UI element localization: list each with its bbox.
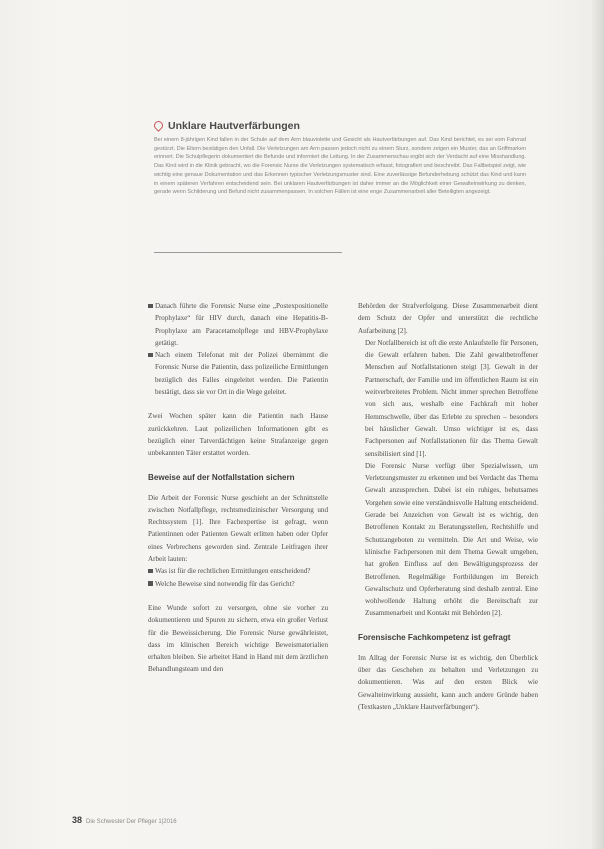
right-column	[358, 300, 538, 713]
info-box-title	[154, 120, 526, 132]
paragraph: Nach einem Telefonat mit der Polizei übernimmt die Forensic Nurse die Patientin, dass polizeiliche Ermittlungen bezüglich des Falles eingeleitet werden. Die Patientin bestätigt, dass sie vor Ort in die Wege geleitet.	[155, 351, 328, 397]
list-item	[148, 349, 328, 398]
map-pin-icon	[152, 119, 165, 132]
section-heading: Beweise auf der Notfallstation sichern	[148, 472, 295, 482]
paragraph: Eine Wunde sofort zu versorgen, ohne sie vorher zu dokumentieren und Spuren zu sichern, etwa ein großer Verlust für die Beweissicherung. Die Forensic Nurse gewährleistet, dass im klinischen Bereich wichtige Beweismaterialien erhalten bleiben. Sie arbeitet Hand in Hand mit dem ärztlichen Behandlungsteam und den	[148, 603, 328, 674]
info-box-divider	[154, 252, 342, 253]
paragraph: Was ist für die rechtlichen Ermittlungen entscheidend?	[155, 567, 311, 576]
paragraph: Im Alltag der Forensic Nurse ist es wichtig, den Überblick über das Geschehen zu behalten und Verletzungen zu dokumentieren. Was auf den ersten Blick wie Gewalteinwirkung aussieht, kann auch andere Gründe haben (Textkasten „Unklare Hautverfärbungen“).	[358, 653, 538, 711]
paragraph: Danach führte die Forensic Nurse eine „Postexpositionelle Prophylaxe“ für HIV durch, danach eine Hepatitis-B-Prophylaxe am Paracetamolpflege und HBV-Prophylaxe getätigt.	[155, 302, 328, 347]
bullet-square-icon	[148, 581, 153, 586]
paragraph: Welche Beweise sind notwendig für das Gericht?	[155, 579, 295, 588]
info-box	[154, 120, 526, 197]
paragraph: Die Forensic Nurse verfügt über Spezialwissen, um Verletzungsmuster zu erkennen und bei Verdacht das Thema Gewalt anzusprechen. Dabei ist ein ruhiges, behutsames Vorgehen sowie eine verständnisvolle Haltung entscheidend. Gerade bei Anzeichen von Gewalt ist es wichtig, den Betroffenen Kontakt zu Beratungsstellen, Rechtshilfe und Schutzangeboten zu vermitteln. Die Art und Weise, wie klinische Fachpersonen mit dem Thema Gewalt umgehen, hat großen Einfluss auf den Bewältigungsprozess der Betroffenen. Regelmäßige Fortbildungen im Bereich Gewaltschutz und Opferberatung sind deshalb zentral. Eine wohlwollende Haltung erhöht die Bereitschaft zur Zusammenarbeit und Kontakt mit Behörden [2].	[365, 461, 538, 618]
page-number: 38	[72, 815, 83, 825]
paragraph: Zwei Wochen später kann die Patientin nach Hause zurückkehren. Laut polizeilichen Informationen gibt es bezüglich einer Tatverdächtigen keine Strafanzeige gegen unbekannten Täter erstattet worden.	[148, 412, 328, 458]
paragraph: Die Arbeit der Forensic Nurse geschieht an der Schnittstelle zwischen Notfallpflege, rechtsmedizinischer Versorgung und Rechtssystem [1]. Ihre Fachexpertise ist gefragt, wenn Patientinnen oder Patienten Gewalt erlitten haben oder Opfer eines Verbrechens geworden sind. Zentrale Leitfragen ihrer Arbeit lauten:	[148, 493, 328, 564]
paragraph: Der Notfallbereich ist oft die erste Anlaufstelle für Personen, die Gewalt erfahren haben. Die Zahl gewaltbetroffener Menschen auf Notfallstationen steigt [3]. Gewalt in der Partnerschaft, der Familie und im öffentlichen Raum ist ein weitverbreitetes Problem. Nicht immer sprechen Betroffene von sich aus, weshalb eine Fachkraft mit hoher Hemmschwelle, über das Erlebte zu sprechen – besonders bei häuslicher Gewalt. Umso wichtiger ist es, dass Fachpersonen auf Notfallstationen für das Thema Gewalt sensibilisiert sind [1].	[365, 338, 538, 458]
list-item	[148, 578, 328, 590]
list-item	[148, 300, 328, 349]
page-edge-shadow	[592, 0, 604, 849]
paragraph: Behörden der Strafverfolgung. Diese Zusammenarbeit dient dem Schutz der Opfer und unterstützt die rechtliche Aufarbeitung [2].	[358, 302, 538, 335]
bullet-square-icon	[148, 353, 153, 358]
list-item	[148, 565, 328, 577]
bullet-square-icon	[148, 304, 153, 309]
info-box-text: Bei einem 8-jährigen Kind fallen in der Schule auf dem Arm blauviolette und Gesicht als Hautverfärbungen auf. Das Kind berichtet, es sei vom Fahrrad gestürzt. Die Eltern bestätigen den Unfall. Die Verletzungen am Arm passen jedoch nicht zu einem Sturz, sondern zeigen ein Muster, das an Griffmarken erinnert. Die Schulpflegerin dokumentiert die Befunde und informiert die Leitung. In der Zusammenschau ergibt sich der Verdacht auf eine Misshandlung. Das Kind wird in die Klinik gebracht, wo die Forensic Nurse die Verletzungen systematisch erfasst, fotografiert und beschreibt. Das Fallbeispiel zeigt, wie wichtig eine genaue Dokumentation und das Erkennen typischer Verletzungsmuster sind. Eine zuverlässige Befunderhebung schützt das Kind und kann in einem späteren Verfahren entscheidend sein. Bei unklaren Hautverfärbungen ist daher immer an die Möglichkeit einer Gewalteinwirkung zu denken, gerade wenn Schilderung und Befund nicht zusammenpassen. In solchen Fällen ist eine enge Zusammenarbeit aller Beteiligten angezeigt.	[154, 137, 526, 196]
journal-name: Die Schwester Der Pfleger 1|2016	[86, 819, 177, 825]
bullet-square-icon	[148, 569, 153, 574]
page-footer	[72, 815, 177, 825]
left-column	[148, 300, 328, 676]
section-heading: Forensische Fachkompetenz ist gefragt	[358, 632, 511, 642]
info-box-title-text: Unklare Hautverfärbungen	[168, 120, 300, 132]
